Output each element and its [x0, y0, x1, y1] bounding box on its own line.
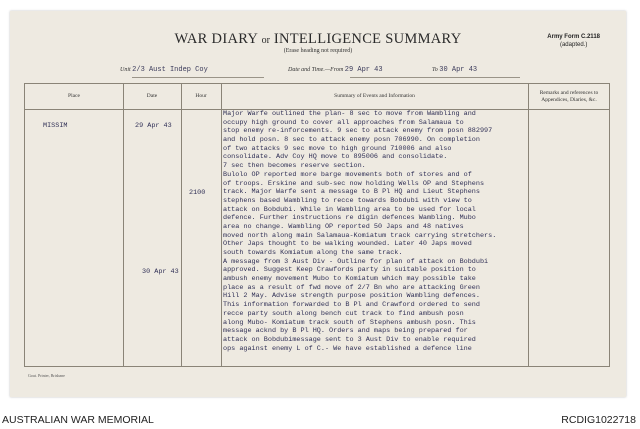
col-header-hour: Hour — [195, 93, 207, 100]
summary-line: Other Japs thought to be walking wounded. Later 40 Japs moved — [223, 240, 472, 249]
form-number-block — [547, 33, 600, 49]
summary-line: area no change. Wambling OP reported 50 Japs and 48 natives — [223, 222, 464, 231]
date-cell: 29 Apr 43 — [135, 122, 172, 130]
footer-archive-name: AUSTRALIAN WAR MEMORIAL — [2, 414, 154, 426]
summary-line: approved. Suggest Keep Crawfords party in suitable position to — [223, 266, 476, 275]
summary-line: Hill 2 May. Advise strength purpose position Wambling defences. — [223, 292, 480, 301]
summary-text — [223, 110, 527, 353]
summary-line: of two attacks 9 sec move to high ground 710006 and also — [223, 144, 452, 153]
col-header-date: Date — [146, 93, 158, 100]
form-adapted: (adapted.) — [559, 42, 588, 48]
summary-line: consolidate. Adv Coy HQ move to 895006 and consolidate. — [223, 153, 448, 162]
form-title — [10, 31, 626, 48]
summary-line: occupy high ground to cover all approaches from Salamaua to — [223, 118, 464, 127]
unit-label: Unit — [120, 67, 131, 73]
summary-line: place as a result of fwd move of 2/7 Bn who are attacking Green — [223, 283, 480, 292]
summary-line: and hold posn. 8 sec to attack enemy posn 706990. On completion — [223, 136, 480, 145]
title-war-diary: WAR DIARY — [174, 31, 258, 47]
summary-line: recce party south along bench cut track to find ambush posn — [223, 309, 464, 318]
summary-line: stephens based Wambling to recce towards Bobdubi with view to — [223, 196, 472, 205]
summary-line: stop enemy re-inforcements. 9 sec to attack enemy from posn 882997 — [223, 127, 493, 136]
summary-line: attack on Bobdubimessage sent to 3 Aust Div to enable required — [223, 335, 476, 344]
summary-line: Bulolo OP reported more barge movements both of stores and of — [223, 170, 472, 179]
title-intelligence-summary: INTELLIGENCE SUMMARY — [273, 31, 462, 47]
title-or: or — [261, 35, 270, 46]
unit-field — [120, 66, 208, 74]
form-number: Army Form C.2118 — [547, 34, 600, 40]
col-header-summary: Summary of Events and Information — [334, 93, 415, 100]
hour-cell: 2100 — [189, 189, 206, 197]
date-from-value: 29 Apr 43 — [344, 66, 383, 74]
col-divider — [123, 84, 124, 366]
diary-sheet — [10, 11, 626, 397]
summary-line: along Mubo- Komiatum track south of Stephens ambush posn. This — [223, 318, 476, 327]
date-from-label: Date and Time.—From — [288, 67, 344, 73]
summary-line: attack on Bobdubi. While in Wambling area to be used for local — [223, 205, 476, 214]
summary-line: This information forwarded to B Pl and Crawford ordered to send — [223, 301, 480, 310]
date-to-label: To — [432, 67, 438, 73]
summary-line: of troops. Erskine and sub-sec now holding Wells OP and Stephens — [223, 179, 485, 188]
date-from-field — [288, 66, 383, 74]
summary-line: message acknd by B Pl HQ. Orders and maps being prepared for — [223, 327, 468, 336]
place-cell: MISSIM — [43, 122, 68, 130]
summary-line: track. Major Warfe sent a message to B Pl HQ and Lieut Stephens — [223, 188, 480, 197]
col-header-place: Place — [68, 93, 80, 100]
diary-table — [24, 83, 610, 367]
summary-line: ambush enemy movement Mubo to Komiatum which may possible take — [223, 275, 476, 284]
summary-line: ops against enemy L of C.- We have established a defence line — [223, 344, 472, 353]
date-underline — [350, 77, 520, 78]
unit-underline — [132, 77, 264, 78]
summary-line: A message from 3 Aust Div - Outline for plan of attack on Bobdubi — [223, 257, 489, 266]
summary-line: defence. Further instructions re digin defences Wambling. Mubo — [223, 214, 476, 223]
summary-line: moved north along main Salamaua-Komiatum track carrying stretchers. — [223, 231, 497, 240]
date-cell: 30 Apr 43 — [142, 268, 179, 276]
printer-imprint: Gout. Printer, Brisbane — [28, 373, 65, 378]
date-to-value: 30 Apr 43 — [439, 66, 478, 74]
summary-line: 7 sec then becomes reserve section. — [223, 162, 366, 171]
summary-line: south towards Komiatum along the same track. — [223, 249, 403, 257]
date-to-field — [432, 66, 477, 74]
col-divider — [181, 84, 182, 366]
footer-record-id: RCDIG1022718 — [561, 414, 636, 426]
col-divider — [528, 84, 529, 366]
col-divider — [221, 84, 222, 366]
summary-line: Major Warfe outlined the plan- 8 sec to move from Wambling and — [223, 110, 476, 118]
form-subtitle: (Erase heading not required) — [283, 48, 353, 54]
unit-value: 2/3 Aust Indep Coy — [132, 66, 208, 74]
col-header-remarks: Remarks and references to Appendices, Diaries, &c. — [539, 90, 599, 103]
